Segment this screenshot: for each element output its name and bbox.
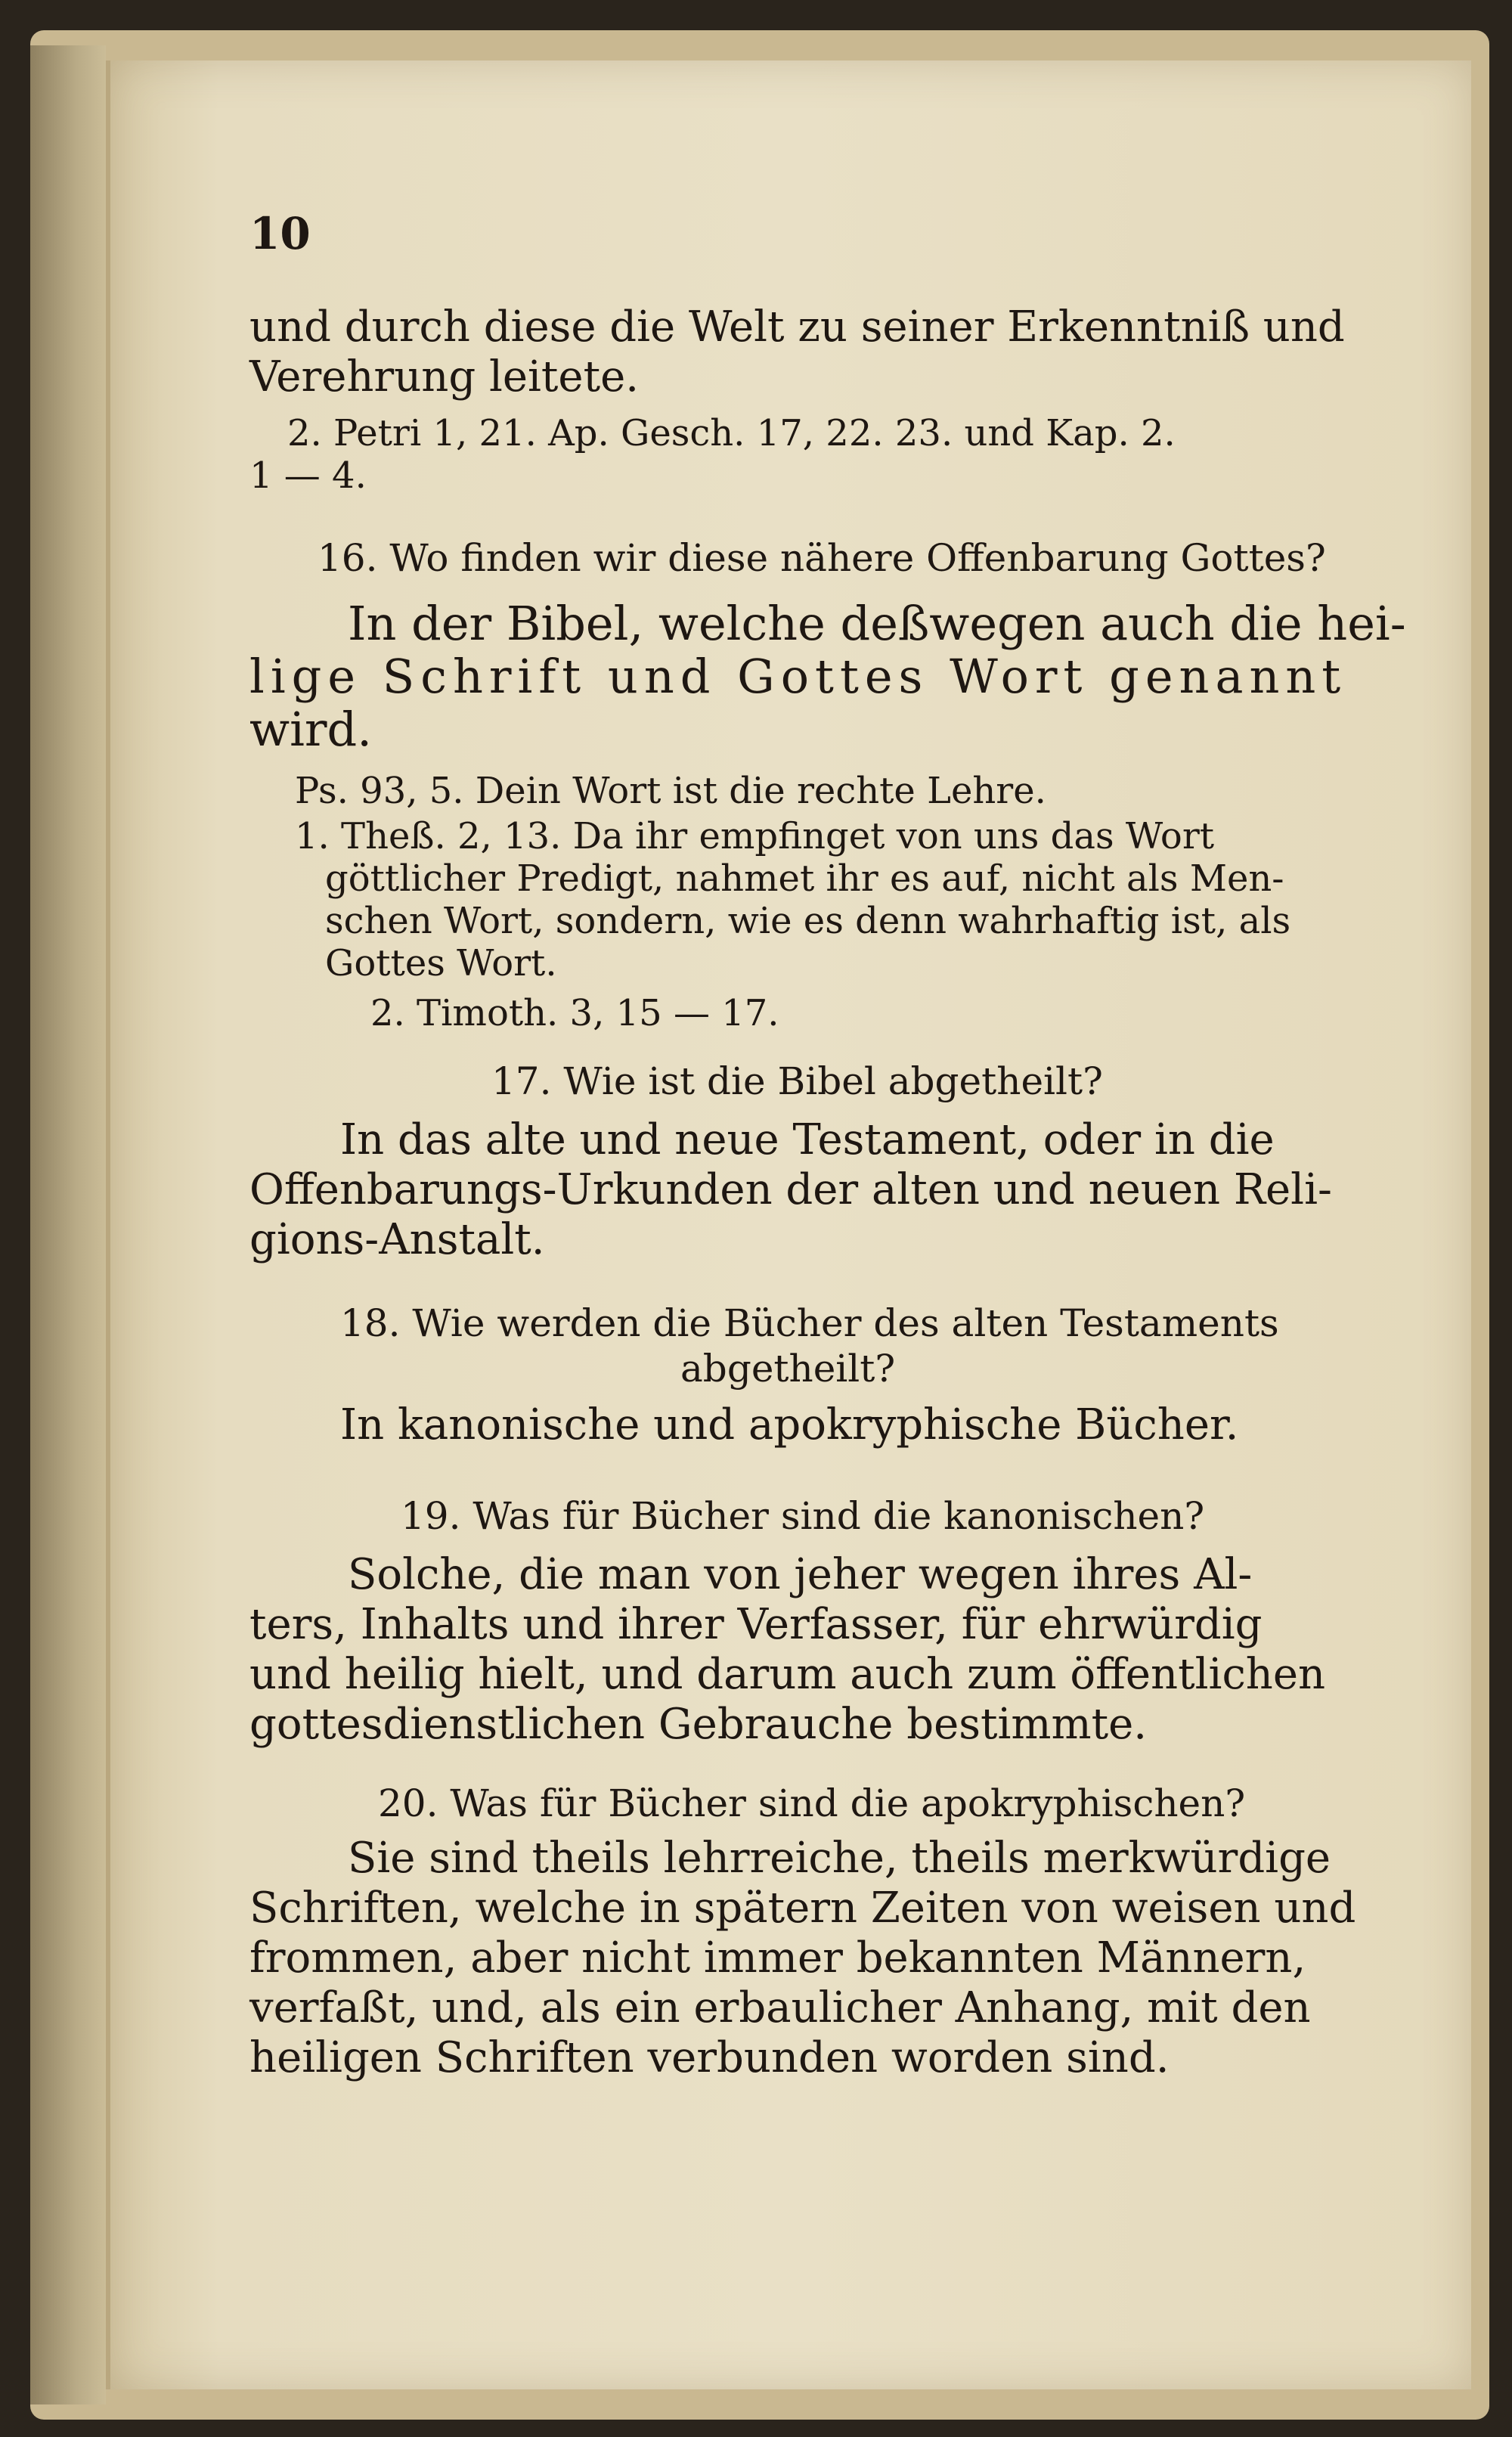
question-17: 17. Wie ist die Bibel abgetheilt? [491,1059,1103,1103]
page-gutter [30,45,106,2404]
text-line: Verehrung leitete. [249,352,640,402]
reference-16a: Ps. 93, 5. Dein Wort ist die rechte Lehre. [295,770,1046,812]
intro-paragraph [249,302,1345,402]
answer-20: Sie sind theils lehrreiche, theils merkwürdige Schriften, welche in spätern Zeiten von weisen und frommen, aber nicht immer bekannten Männern, verfaßt, und, als ein erbaulicher Anhang, mit den heiligen Schriften verbunden worden sind. [249,1834,1356,2082]
reference-line: 1 — 4. [249,454,367,497]
reference-16b: 1. Theß. 2, 13. Da ihr empfinget von uns das Wort göttlicher Predigt, nahmet ihr es auf, nicht als Men- schen Wort, sondern, wie es denn wahrhaftig ist, als Gottes Wort. [295,815,1291,984]
question-16: 16. Wo finden wir diese nähere Offenbarung Gottes? [318,536,1326,580]
answer-16: In der Bibel, welche deßwegen auch die hei- lige Schrift und Gottes Wort genannt wird. [249,596,1406,757]
answer-19: Solche, die man von jeher wegen ihres Al- ters, Inhalts und ihrer Verfasser, für ehrwürdig und heilig hielt, und darum auch zum öffentlichen gottesdienstlichen Gebrauche bestimmte. [249,1550,1326,1749]
answer-18: In kanonische und apokryphische Bücher. [340,1400,1239,1449]
reference-16c: 2. Timoth. 3, 15 — 17. [370,992,779,1034]
answer-17: In das alte und neue Testament, oder in die Offenbarungs-Urkunden der alten und neuen Reli- gions-Anstalt. [249,1115,1332,1264]
question-19: 19. Was für Bücher sind die kanonischen? [401,1494,1205,1538]
intro-reference [249,412,1323,497]
question-18: 18. Wie werden die Bücher des alten Testaments abgetheilt? [340,1301,1279,1391]
text-line: und durch diese die Welt zu seiner Erkenntniß und [249,302,1345,352]
reference-line: 2. Petri 1, 21. Ap. Gesch. 17, 22. 23. und Kap. 2. [287,412,1176,454]
question-20: 20. Was für Bücher sind die apokryphischen? [378,1781,1246,1825]
page-number: 10 [249,208,311,259]
